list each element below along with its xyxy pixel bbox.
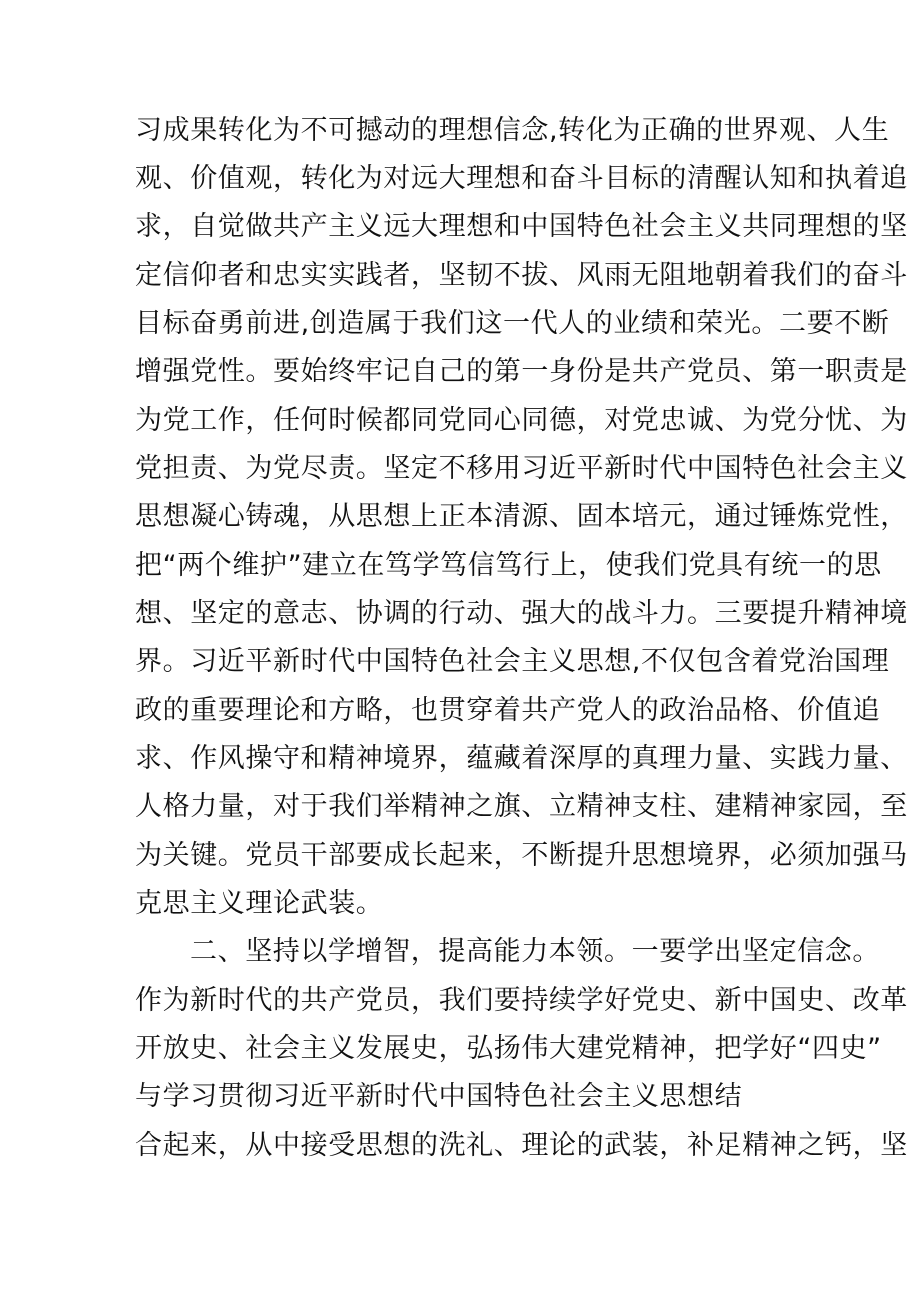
text-line: 开放史、社会主义发展史，弘扬伟大建党精神，把学好“四史” xyxy=(135,1033,882,1064)
text-line: 党担责、为党尽责。坚定不移用习近平新时代中国特色社会主义 xyxy=(135,453,908,484)
text-line: 克思主义理论武装。 xyxy=(135,888,384,919)
text-line: 目标奋勇前进,创造属于我们这一代人的业绩和荣光。二要不断 xyxy=(135,308,890,339)
text-line: 习成果转化为不可撼动的理想信念,转化为正确的世界观、人生 xyxy=(135,115,890,146)
text-line: 合起来，从中接受思想的洗礼、理论的武装，补足精神之钙，坚 xyxy=(135,1130,908,1161)
text-line: 政的重要理论和方略，也贯穿着共产党人的政治品格、价值追 xyxy=(135,695,881,726)
text-line: 观、价值观，转化为对远大理想和奋斗目标的清醒认知和执着追 xyxy=(135,163,908,194)
text-line: 定信仰者和忠实实践者，坚韧不拔、风雨无阻地朝着我们的奋斗 xyxy=(135,260,908,291)
text-line: 人格力量，对于我们举精神之旗、立精神支柱、建精神家园，至 xyxy=(135,791,908,822)
text-line: 把“两个维护”建立在笃学笃信笃行上，使我们党具有统一的思 xyxy=(135,550,882,581)
text-line: 为党工作，任何时候都同党同心同德，对党忠诚、为党分忧、为 xyxy=(135,405,908,436)
section-heading-line: 二、坚持以学增智，提高能力本领。一要学出坚定信念。 xyxy=(190,936,880,967)
text-line: 想、坚定的意志、协调的行动、强大的战斗力。三要提升精神境 xyxy=(135,598,908,629)
text-line: 增强党性。要始终牢记自己的第一身份是共产党员、第一职责是 xyxy=(135,356,908,387)
text-line: 求、作风操守和精神境界，蕴藏着深厚的真理力量、实践力量、 xyxy=(135,743,908,774)
text-line: 求，自觉做共产主义远大理想和中国特色社会主义共同理想的坚 xyxy=(135,211,908,242)
text-line: 与学习贯彻习近平新时代中国特色社会主义思想结 xyxy=(135,1081,743,1112)
text-line: 为关键。党员干部要成长起来，不断提升思想境界，必须加强马 xyxy=(135,840,908,871)
text-line: 作为新时代的共产党员，我们要持续学好党史、新中国史、改革 xyxy=(135,985,908,1016)
text-line: 思想凝心铸魂，从思想上正本清源、固本培元，通过锤炼党性， xyxy=(135,501,908,532)
text-line: 界。习近平新时代中国特色社会主义思想,不仅包含着党治国理 xyxy=(135,646,890,677)
